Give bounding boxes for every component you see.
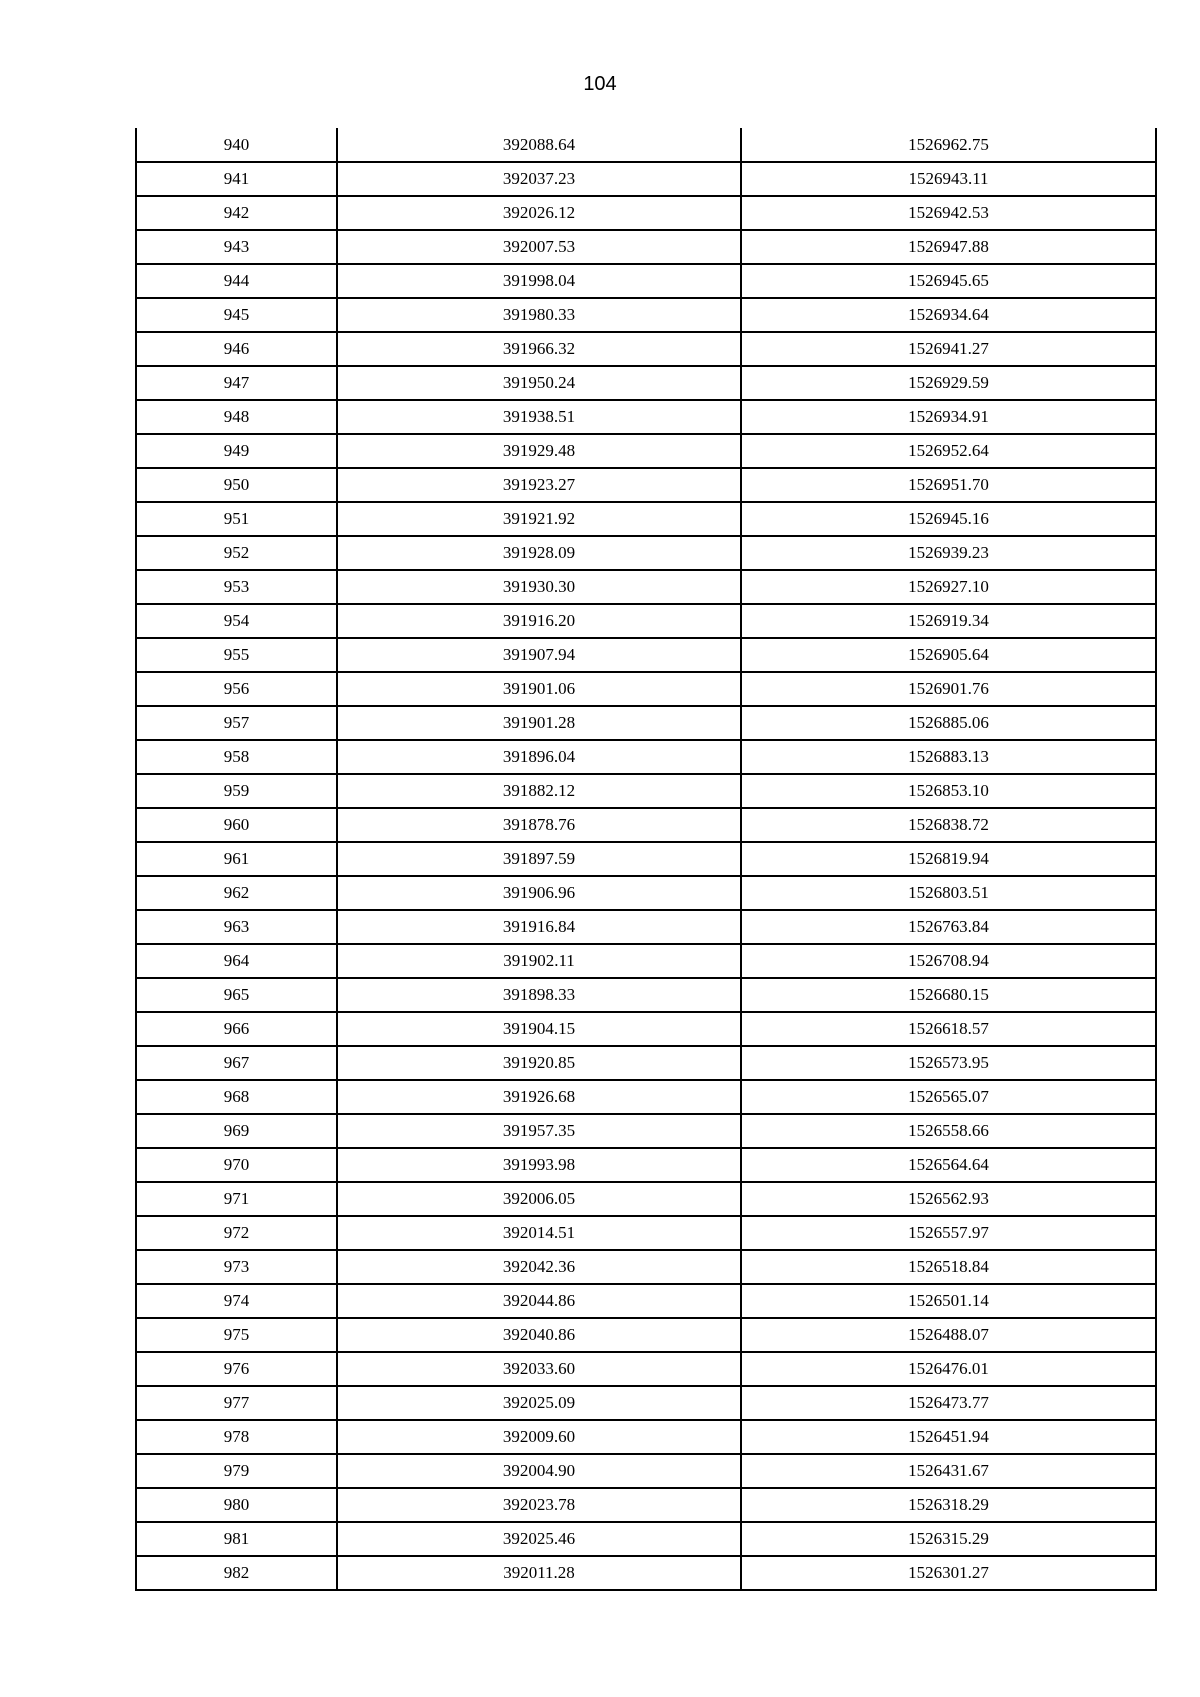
table-row	[136, 774, 1156, 808]
point-number-cell: 964	[136, 944, 337, 978]
y-coordinate-cell: 1526573.95	[741, 1046, 1156, 1080]
x-coordinate-cell: 392026.12	[337, 196, 741, 230]
y-coordinate-cell: 1526934.64	[741, 298, 1156, 332]
x-coordinate-cell: 391980.33	[337, 298, 741, 332]
point-number-cell: 960	[136, 808, 337, 842]
y-coordinate-cell: 1526951.70	[741, 468, 1156, 502]
y-coordinate-cell: 1526853.10	[741, 774, 1156, 808]
x-coordinate-cell: 391929.48	[337, 434, 741, 468]
point-number-cell: 974	[136, 1284, 337, 1318]
table-row	[136, 1318, 1156, 1352]
x-coordinate-cell: 391904.15	[337, 1012, 741, 1046]
y-coordinate-cell: 1526618.57	[741, 1012, 1156, 1046]
y-coordinate-cell: 1526962.75	[741, 128, 1156, 162]
y-coordinate-cell: 1526941.27	[741, 332, 1156, 366]
table-row	[136, 1216, 1156, 1250]
table-row	[136, 366, 1156, 400]
table-row	[136, 1420, 1156, 1454]
table-row	[136, 128, 1156, 162]
y-coordinate-cell: 1526885.06	[741, 706, 1156, 740]
table-row	[136, 1556, 1156, 1590]
point-number-cell: 942	[136, 196, 337, 230]
x-coordinate-cell: 392006.05	[337, 1182, 741, 1216]
table-row	[136, 502, 1156, 536]
table-row	[136, 910, 1156, 944]
x-coordinate-cell: 392025.46	[337, 1522, 741, 1556]
y-coordinate-cell: 1526943.11	[741, 162, 1156, 196]
table-row	[136, 1386, 1156, 1420]
y-coordinate-cell: 1526708.94	[741, 944, 1156, 978]
point-number-cell: 965	[136, 978, 337, 1012]
y-coordinate-cell: 1526838.72	[741, 808, 1156, 842]
point-number-cell: 963	[136, 910, 337, 944]
point-number-cell: 945	[136, 298, 337, 332]
x-coordinate-cell: 391901.06	[337, 672, 741, 706]
table-row	[136, 1046, 1156, 1080]
y-coordinate-cell: 1526557.97	[741, 1216, 1156, 1250]
x-coordinate-cell: 391920.85	[337, 1046, 741, 1080]
y-coordinate-cell: 1526488.07	[741, 1318, 1156, 1352]
table-row	[136, 536, 1156, 570]
table-row	[136, 1148, 1156, 1182]
point-number-cell: 959	[136, 774, 337, 808]
table-row	[136, 1080, 1156, 1114]
table-row	[136, 1284, 1156, 1318]
y-coordinate-cell: 1526315.29	[741, 1522, 1156, 1556]
x-coordinate-cell: 391993.98	[337, 1148, 741, 1182]
point-number-cell: 980	[136, 1488, 337, 1522]
y-coordinate-cell: 1526901.76	[741, 672, 1156, 706]
table-row	[136, 230, 1156, 264]
y-coordinate-cell: 1526473.77	[741, 1386, 1156, 1420]
y-coordinate-cell: 1526905.64	[741, 638, 1156, 672]
point-number-cell: 979	[136, 1454, 337, 1488]
y-coordinate-cell: 1526680.15	[741, 978, 1156, 1012]
table-row	[136, 1012, 1156, 1046]
x-coordinate-cell: 391907.94	[337, 638, 741, 672]
y-coordinate-cell: 1526476.01	[741, 1352, 1156, 1386]
table-row	[136, 196, 1156, 230]
y-coordinate-cell: 1526883.13	[741, 740, 1156, 774]
table-row	[136, 944, 1156, 978]
x-coordinate-cell: 392011.28	[337, 1556, 741, 1590]
point-number-cell: 954	[136, 604, 337, 638]
table-row	[136, 264, 1156, 298]
y-coordinate-cell: 1526934.91	[741, 400, 1156, 434]
point-number-cell: 975	[136, 1318, 337, 1352]
point-number-cell: 955	[136, 638, 337, 672]
point-number-cell: 961	[136, 842, 337, 876]
point-number-cell: 969	[136, 1114, 337, 1148]
y-coordinate-cell: 1526318.29	[741, 1488, 1156, 1522]
point-number-cell: 947	[136, 366, 337, 400]
table-row	[136, 706, 1156, 740]
y-coordinate-cell: 1526301.27	[741, 1556, 1156, 1590]
point-number-cell: 973	[136, 1250, 337, 1284]
y-coordinate-cell: 1526518.84	[741, 1250, 1156, 1284]
x-coordinate-cell: 392023.78	[337, 1488, 741, 1522]
point-number-cell: 948	[136, 400, 337, 434]
x-coordinate-cell: 391878.76	[337, 808, 741, 842]
x-coordinate-cell: 392033.60	[337, 1352, 741, 1386]
y-coordinate-cell: 1526558.66	[741, 1114, 1156, 1148]
point-number-cell: 967	[136, 1046, 337, 1080]
table-row	[136, 1488, 1156, 1522]
table-row	[136, 570, 1156, 604]
table-row	[136, 604, 1156, 638]
x-coordinate-cell: 391898.33	[337, 978, 741, 1012]
x-coordinate-cell: 391897.59	[337, 842, 741, 876]
x-coordinate-cell: 391916.20	[337, 604, 741, 638]
point-number-cell: 953	[136, 570, 337, 604]
point-number-cell: 966	[136, 1012, 337, 1046]
y-coordinate-cell: 1526919.34	[741, 604, 1156, 638]
x-coordinate-cell: 391916.84	[337, 910, 741, 944]
point-number-cell: 970	[136, 1148, 337, 1182]
x-coordinate-cell: 392014.51	[337, 1216, 741, 1250]
point-number-cell: 972	[136, 1216, 337, 1250]
y-coordinate-cell: 1526947.88	[741, 230, 1156, 264]
point-number-cell: 982	[136, 1556, 337, 1590]
x-coordinate-cell: 391966.32	[337, 332, 741, 366]
y-coordinate-cell: 1526927.10	[741, 570, 1156, 604]
y-coordinate-cell: 1526819.94	[741, 842, 1156, 876]
y-coordinate-cell: 1526952.64	[741, 434, 1156, 468]
y-coordinate-cell: 1526763.84	[741, 910, 1156, 944]
y-coordinate-cell: 1526562.93	[741, 1182, 1156, 1216]
point-number-cell: 978	[136, 1420, 337, 1454]
y-coordinate-cell: 1526431.67	[741, 1454, 1156, 1488]
point-number-cell: 952	[136, 536, 337, 570]
y-coordinate-cell: 1526565.07	[741, 1080, 1156, 1114]
x-coordinate-cell: 391902.11	[337, 944, 741, 978]
table-row	[136, 1182, 1156, 1216]
y-coordinate-cell: 1526939.23	[741, 536, 1156, 570]
x-coordinate-cell: 392040.86	[337, 1318, 741, 1352]
point-number-cell: 981	[136, 1522, 337, 1556]
point-number-cell: 957	[136, 706, 337, 740]
y-coordinate-cell: 1526945.65	[741, 264, 1156, 298]
point-number-cell: 951	[136, 502, 337, 536]
table-row	[136, 468, 1156, 502]
table-row	[136, 434, 1156, 468]
x-coordinate-cell: 392025.09	[337, 1386, 741, 1420]
y-coordinate-cell: 1526803.51	[741, 876, 1156, 910]
point-number-cell: 949	[136, 434, 337, 468]
point-number-cell: 941	[136, 162, 337, 196]
y-coordinate-cell: 1526451.94	[741, 1420, 1156, 1454]
x-coordinate-cell: 391882.12	[337, 774, 741, 808]
table-row	[136, 1454, 1156, 1488]
y-coordinate-cell: 1526945.16	[741, 502, 1156, 536]
table-row	[136, 876, 1156, 910]
table-row	[136, 842, 1156, 876]
point-number-cell: 962	[136, 876, 337, 910]
point-number-cell: 944	[136, 264, 337, 298]
point-number-cell: 976	[136, 1352, 337, 1386]
point-number-cell: 946	[136, 332, 337, 366]
point-number-cell: 968	[136, 1080, 337, 1114]
table-row	[136, 1522, 1156, 1556]
table-row	[136, 672, 1156, 706]
x-coordinate-cell: 391938.51	[337, 400, 741, 434]
x-coordinate-cell: 391926.68	[337, 1080, 741, 1114]
x-coordinate-cell: 391901.28	[337, 706, 741, 740]
x-coordinate-cell: 392042.36	[337, 1250, 741, 1284]
page-number: 104	[583, 73, 617, 95]
y-coordinate-cell: 1526564.64	[741, 1148, 1156, 1182]
x-coordinate-cell: 391950.24	[337, 366, 741, 400]
point-number-cell: 977	[136, 1386, 337, 1420]
x-coordinate-cell: 391957.35	[337, 1114, 741, 1148]
table-row	[136, 1114, 1156, 1148]
table-row	[136, 978, 1156, 1012]
x-coordinate-cell: 391923.27	[337, 468, 741, 502]
x-coordinate-cell: 391906.96	[337, 876, 741, 910]
y-coordinate-cell: 1526929.59	[741, 366, 1156, 400]
x-coordinate-cell: 392037.23	[337, 162, 741, 196]
point-number-cell: 958	[136, 740, 337, 774]
point-number-cell: 956	[136, 672, 337, 706]
x-coordinate-cell: 391896.04	[337, 740, 741, 774]
table-row	[136, 1352, 1156, 1386]
table-row	[136, 332, 1156, 366]
table-row	[136, 808, 1156, 842]
x-coordinate-cell: 392004.90	[337, 1454, 741, 1488]
table-row	[136, 638, 1156, 672]
y-coordinate-cell: 1526501.14	[741, 1284, 1156, 1318]
table-row	[136, 400, 1156, 434]
coordinate-table	[135, 128, 1157, 1591]
table-row	[136, 298, 1156, 332]
point-number-cell: 950	[136, 468, 337, 502]
coordinate-table-body	[136, 128, 1156, 1590]
point-number-cell: 940	[136, 128, 337, 162]
x-coordinate-cell: 391921.92	[337, 502, 741, 536]
x-coordinate-cell: 391930.30	[337, 570, 741, 604]
table-row	[136, 1250, 1156, 1284]
x-coordinate-cell: 391928.09	[337, 536, 741, 570]
x-coordinate-cell: 392007.53	[337, 230, 741, 264]
point-number-cell: 971	[136, 1182, 337, 1216]
point-number-cell: 943	[136, 230, 337, 264]
x-coordinate-cell: 392009.60	[337, 1420, 741, 1454]
x-coordinate-cell: 392088.64	[337, 128, 741, 162]
table-row	[136, 162, 1156, 196]
x-coordinate-cell: 392044.86	[337, 1284, 741, 1318]
y-coordinate-cell: 1526942.53	[741, 196, 1156, 230]
x-coordinate-cell: 391998.04	[337, 264, 741, 298]
table-row	[136, 740, 1156, 774]
